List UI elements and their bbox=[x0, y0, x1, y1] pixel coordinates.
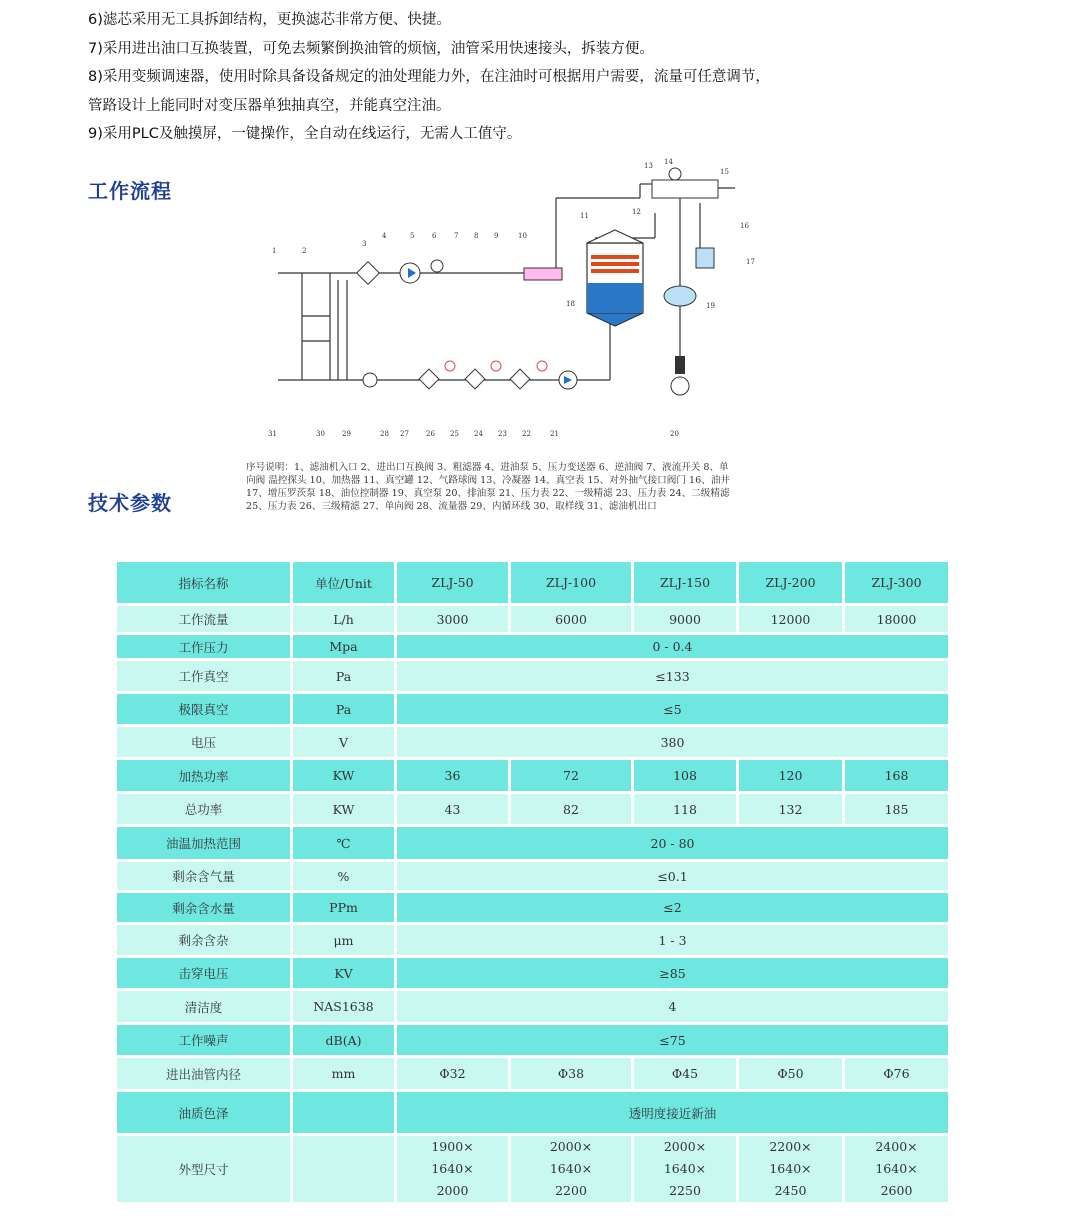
diagram-legend bbox=[246, 461, 766, 513]
spec-row bbox=[116, 826, 950, 861]
spec-header-cell: ZLJ-150 bbox=[633, 561, 738, 605]
spec-dim-line: 2200× bbox=[769, 1139, 812, 1154]
diagram-label: 23 bbox=[498, 430, 507, 438]
spec-value-cell: Φ32 bbox=[396, 1057, 510, 1091]
spec-value-cell: 120 bbox=[738, 759, 844, 793]
spec-name-cell: 工作流量 bbox=[116, 605, 292, 634]
spec-row bbox=[116, 793, 950, 826]
spec-unit-cell: ℃ bbox=[292, 826, 396, 861]
spec-name-cell: 外型尺寸 bbox=[116, 1135, 292, 1204]
spec-unit-cell: % bbox=[292, 861, 396, 892]
spec-name-cell: 工作压力 bbox=[116, 634, 292, 660]
diagram-label: 21 bbox=[550, 430, 559, 438]
diagram-label: 15 bbox=[720, 168, 729, 176]
spec-dim-line: 2000× bbox=[549, 1139, 593, 1154]
spec-name-cell: 击穿电压 bbox=[116, 957, 292, 990]
diagram-label: 8 bbox=[474, 232, 479, 240]
spec-value-cell: 132 bbox=[738, 793, 844, 826]
spec-name-cell: 清洁度 bbox=[116, 990, 292, 1024]
spec-dim-line: 2000 bbox=[436, 1183, 469, 1198]
spec-row bbox=[116, 759, 950, 793]
diagram-label: 9 bbox=[494, 232, 499, 240]
spec-name-cell: 进出油管内径 bbox=[116, 1057, 292, 1091]
legend-line: 17、增压罗茨泵 18、油位控制器 19、真空泵 20、排油泵 21、压力表 22、一级精滤 23、压力表 24、二级精滤 bbox=[246, 488, 730, 499]
spec-value-cell: 18000 bbox=[844, 605, 950, 634]
diagram-label: 22 bbox=[522, 430, 531, 438]
spec-unit-cell: KW bbox=[292, 759, 396, 793]
spec-header-cell: ZLJ-300 bbox=[844, 561, 950, 605]
spec-merged-cell: 透明度接近新油 bbox=[396, 1091, 950, 1135]
spec-name-cell: 工作真空 bbox=[116, 660, 292, 693]
spec-dim-line: 2000× bbox=[663, 1139, 707, 1154]
spec-row bbox=[116, 1135, 950, 1204]
spec-unit-cell: Pa bbox=[292, 693, 396, 726]
spec-merged-cell: 0 - 0.4 bbox=[396, 634, 950, 660]
spec-dim-line: 2450 bbox=[774, 1183, 807, 1198]
spec-merged-cell: 1 - 3 bbox=[396, 924, 950, 957]
legend-line: 序号说明：1、滤油机入口 2、进出口互换阀 3、粗滤器 4、进油泵 5、压力变送器 6、逆油阀 7、液流开关 8、单 bbox=[246, 462, 729, 473]
workflow-diagram bbox=[250, 158, 770, 453]
spec-row bbox=[116, 1057, 950, 1091]
spec-table bbox=[114, 559, 951, 1205]
legend-line: 25、压力表 26、三级精滤 27、单向阀 28、流量器 29、内循环线 30、取样线 31、滤油机出口 bbox=[246, 501, 657, 512]
diagram-label: 31 bbox=[268, 430, 277, 438]
spec-unit-cell: KW bbox=[292, 793, 396, 826]
spec-unit-cell: NAS1638 bbox=[292, 990, 396, 1024]
spec-row bbox=[116, 892, 950, 924]
spec-dims-cell bbox=[633, 1135, 738, 1204]
spec-row bbox=[116, 990, 950, 1024]
diagram-label: 17 bbox=[746, 258, 755, 266]
spec-dim-line: 1640× bbox=[431, 1161, 474, 1176]
spec-unit-cell: Pa bbox=[292, 660, 396, 693]
spec-merged-cell: ≥85 bbox=[396, 957, 950, 990]
spec-value-cell: 6000 bbox=[510, 605, 633, 634]
spec-unit-cell: Mpa bbox=[292, 634, 396, 660]
diagram-label: 10 bbox=[518, 232, 527, 240]
spec-value-cell: 12000 bbox=[738, 605, 844, 634]
spec-dim-line: 2250 bbox=[669, 1183, 701, 1198]
spec-value-cell: 185 bbox=[844, 793, 950, 826]
diagram-label: 11 bbox=[580, 212, 589, 220]
spec-unit-cell: L/h bbox=[292, 605, 396, 634]
spec-merged-cell: ≤0.1 bbox=[396, 861, 950, 892]
spec-value-cell: Φ45 bbox=[633, 1057, 738, 1091]
workflow-title: 工作流程 bbox=[88, 179, 172, 203]
spec-name-cell: 剩余含杂 bbox=[116, 924, 292, 957]
spec-header-cell: 单位/Unit bbox=[292, 561, 396, 605]
diagram-label: 7 bbox=[454, 232, 459, 240]
diagram-label: 1 bbox=[272, 247, 277, 255]
spec-merged-cell: ≤75 bbox=[396, 1024, 950, 1057]
legend-line: 向阀 温控探头 10、加热器 11、真空罐 12、气路球阀 13、冷凝器 14、真空表 15、对外抽气接口阀门 16、油井 bbox=[246, 475, 731, 486]
diagram-label: 30 bbox=[316, 430, 325, 438]
spec-name-cell: 极限真空 bbox=[116, 693, 292, 726]
diagram-label: 4 bbox=[382, 232, 387, 240]
spec-dim-line: 2200 bbox=[555, 1183, 587, 1198]
spec-merged-cell: ≤133 bbox=[396, 660, 950, 693]
spec-value-cell: 118 bbox=[633, 793, 738, 826]
spec-row bbox=[116, 726, 950, 759]
feature-item: 6)滤芯采用无工具拆卸结构，更换滤芯非常方便、快捷。 bbox=[88, 12, 451, 28]
diagram-label: 3 bbox=[362, 240, 367, 248]
spec-row bbox=[116, 693, 950, 726]
spec-value-cell: Φ50 bbox=[738, 1057, 844, 1091]
spec-name-cell: 工作噪声 bbox=[116, 1024, 292, 1057]
spec-name-cell: 剩余含水量 bbox=[116, 892, 292, 924]
feature-item: 7)采用进出油口互换装置，可免去频繁倒换油管的烦恼，油管采用快速接头，拆装方便。 bbox=[88, 40, 654, 57]
spec-row bbox=[116, 605, 950, 634]
diagram-label: 16 bbox=[740, 222, 749, 230]
feature-list bbox=[88, 6, 1068, 149]
diagram-label: 5 bbox=[410, 232, 415, 240]
spec-unit-cell: μm bbox=[292, 924, 396, 957]
spec-merged-cell: ≤2 bbox=[396, 892, 950, 924]
spec-row bbox=[116, 1091, 950, 1135]
diagram-label: 20 bbox=[670, 430, 679, 438]
spec-unit-cell: dB(A) bbox=[292, 1024, 396, 1057]
spec-merged-cell: 4 bbox=[396, 990, 950, 1024]
spec-header-row bbox=[116, 561, 950, 605]
spec-dims-cell bbox=[844, 1135, 950, 1204]
spec-value-cell: 168 bbox=[844, 759, 950, 793]
spec-value-cell: 108 bbox=[633, 759, 738, 793]
spec-value-cell: 9000 bbox=[633, 605, 738, 634]
diagram-label: 12 bbox=[632, 208, 641, 216]
spec-title: 技术参数 bbox=[88, 491, 172, 515]
spec-name-cell: 加热功率 bbox=[116, 759, 292, 793]
spec-value-cell: Φ76 bbox=[844, 1057, 950, 1091]
spec-merged-cell: 20 - 80 bbox=[396, 826, 950, 861]
diagram-label: 19 bbox=[706, 302, 715, 310]
diagram-label: 27 bbox=[400, 430, 409, 438]
spec-dims-cell bbox=[738, 1135, 844, 1204]
spec-unit-cell: V bbox=[292, 726, 396, 759]
spec-value-cell: 82 bbox=[510, 793, 633, 826]
spec-header-cell: ZLJ-200 bbox=[738, 561, 844, 605]
diagram-label: 2 bbox=[302, 247, 307, 255]
spec-value-cell: 36 bbox=[396, 759, 510, 793]
spec-name-cell: 电压 bbox=[116, 726, 292, 759]
diagram-label: 18 bbox=[566, 300, 575, 308]
spec-value-cell: Φ38 bbox=[510, 1057, 633, 1091]
spec-unit-cell bbox=[292, 1091, 396, 1135]
spec-value-cell: 3000 bbox=[396, 605, 510, 634]
spec-unit-cell: KV bbox=[292, 957, 396, 990]
spec-row bbox=[116, 634, 950, 660]
spec-row bbox=[116, 660, 950, 693]
spec-name-cell: 油温加热范围 bbox=[116, 826, 292, 861]
spec-dim-line: 2600 bbox=[880, 1183, 913, 1198]
diagram-label: 29 bbox=[342, 430, 351, 438]
spec-unit-cell: mm bbox=[292, 1057, 396, 1091]
spec-row bbox=[116, 957, 950, 990]
spec-dim-line: 1640× bbox=[549, 1161, 593, 1176]
diagram-label: 14 bbox=[664, 158, 673, 166]
spec-dim-line: 1640× bbox=[875, 1161, 918, 1176]
spec-unit-cell: PPm bbox=[292, 892, 396, 924]
spec-unit-cell bbox=[292, 1135, 396, 1204]
diagram-label: 24 bbox=[474, 430, 483, 438]
spec-row bbox=[116, 1024, 950, 1057]
spec-merged-cell: 380 bbox=[396, 726, 950, 759]
spec-merged-cell: ≤5 bbox=[396, 693, 950, 726]
diagram-label: 6 bbox=[432, 232, 437, 240]
spec-value-cell: 43 bbox=[396, 793, 510, 826]
spec-dim-line: 1900× bbox=[431, 1139, 474, 1154]
feature-item: 9)采用PLC及触摸屏，一键操作，全自动在线运行，无需人工值守。 bbox=[88, 126, 522, 142]
spec-dims-cell bbox=[396, 1135, 510, 1204]
spec-dim-line: 2400× bbox=[875, 1139, 918, 1154]
spec-header-cell: ZLJ-50 bbox=[396, 561, 510, 605]
diagram-label: 13 bbox=[644, 162, 653, 170]
spec-dims-cell bbox=[510, 1135, 633, 1204]
feature-item: 8)采用变频调速器，使用时除具备设备规定的油处理能力外，在注油时可根据用户需要，流量可任意调节， bbox=[88, 69, 770, 85]
spec-name-cell: 剩余含气量 bbox=[116, 861, 292, 892]
spec-dim-line: 1640× bbox=[769, 1161, 812, 1176]
spec-name-cell: 总功率 bbox=[116, 793, 292, 826]
spec-header-cell: 指标名称 bbox=[116, 561, 292, 605]
feature-item: 管路设计上能同时对变压器单独抽真空，并能真空注油。 bbox=[88, 97, 451, 114]
diagram-label: 28 bbox=[380, 430, 389, 438]
spec-value-cell: 72 bbox=[510, 759, 633, 793]
diagram-label: 26 bbox=[426, 430, 435, 438]
spec-row bbox=[116, 861, 950, 892]
spec-dim-line: 1640× bbox=[663, 1161, 707, 1176]
spec-name-cell: 油质色泽 bbox=[116, 1091, 292, 1135]
spec-row bbox=[116, 924, 950, 957]
diagram-label: 25 bbox=[450, 430, 459, 438]
spec-header-cell: ZLJ-100 bbox=[510, 561, 633, 605]
